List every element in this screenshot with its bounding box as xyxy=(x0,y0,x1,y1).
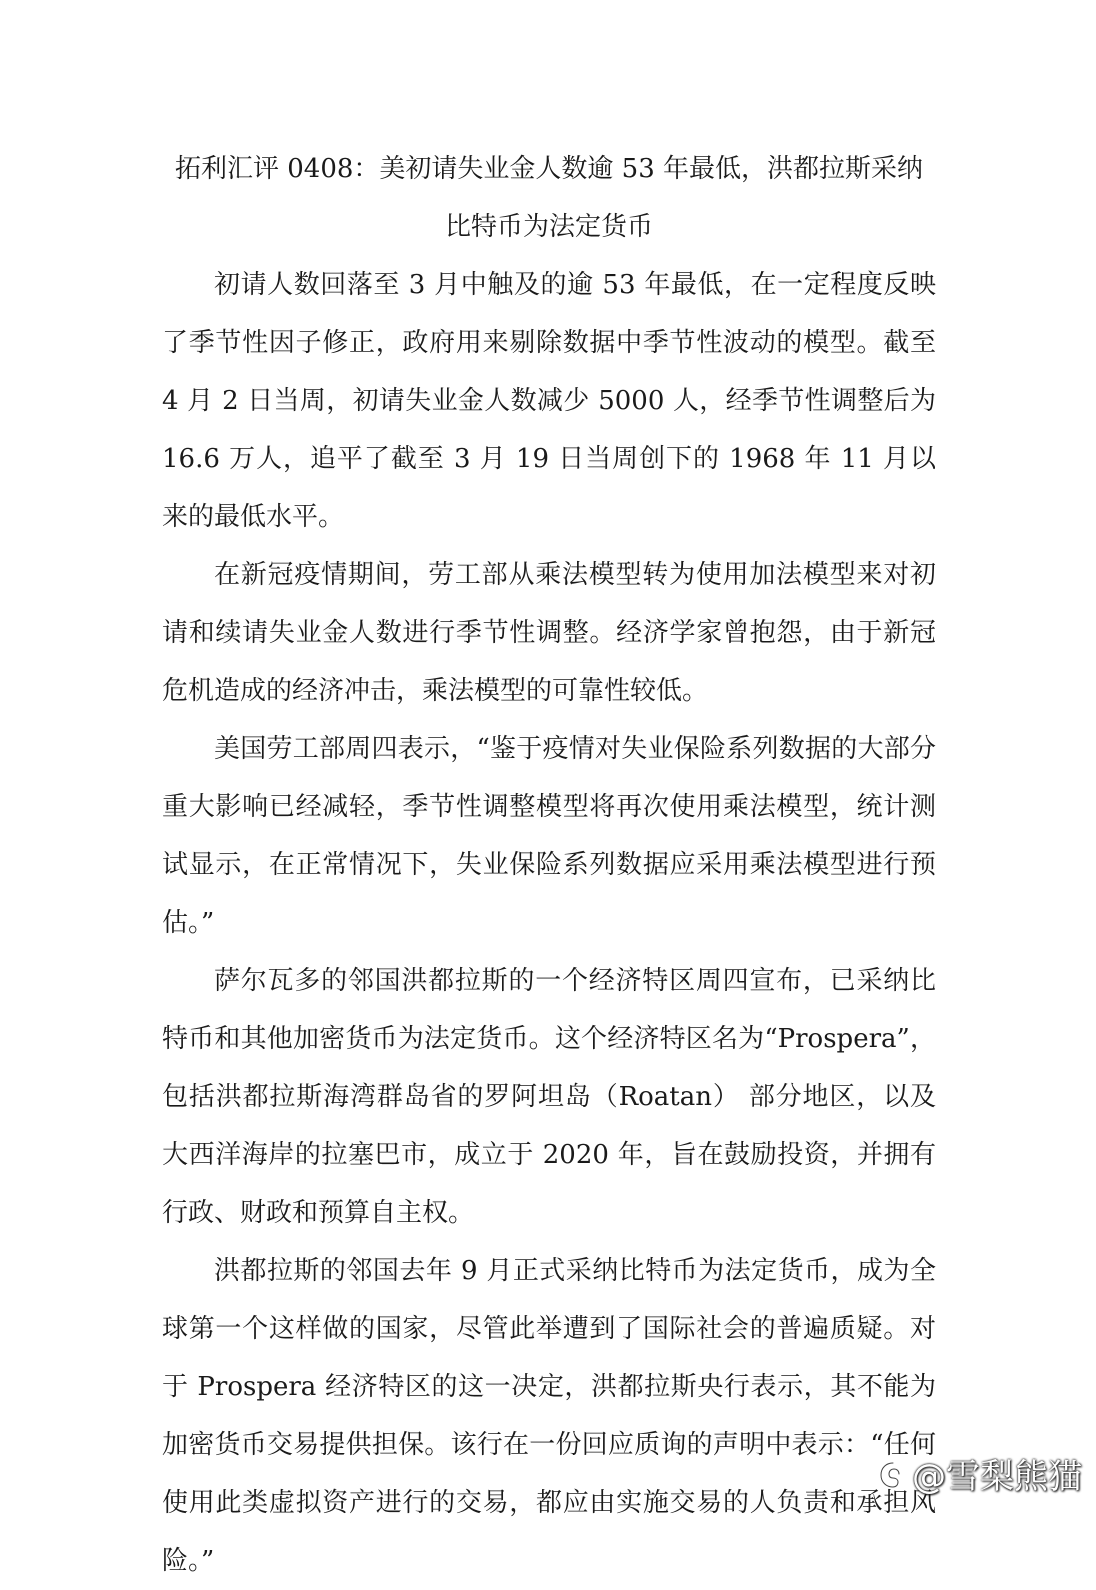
document-title: 拓利汇评 0408：美初请失业金人数逾 53 年最低，洪都拉斯采纳比特币为法定货币 xyxy=(174,154,924,242)
snowball-logo-icon xyxy=(878,1459,908,1489)
document-page xyxy=(162,140,936,1590)
paragraph-2: 在新冠疫情期间，劳工部从乘法模型转为使用加法模型来对初请和续请失业金人数进行季节性调整。经济学家曾抱怨，由于新冠危机造成的经济冲击，乘法模型的可靠性较低。 xyxy=(162,560,936,706)
watermark-text: @雪梨熊猫 xyxy=(912,1457,1082,1497)
watermark xyxy=(878,1449,1082,1498)
paragraph-3: 美国劳工部周四表示，“鉴于疫情对失业保险系列数据的大部分重大影响已经减轻，季节性调整模型将再次使用乘法模型，统计测试显示，在正常情况下，失业保险系列数据应采用乘法模型进行预估。” xyxy=(162,734,936,938)
paragraph-4: 萨尔瓦多的邻国洪都拉斯的一个经济特区周四宣布，已采纳比特币和其他加密货币为法定货币。这个经济特区名为“Prospera”，包括洪都拉斯海湾群岛省的罗阿坦岛（Roatan） 部分地区，以及大西洋海岸的拉塞巴市，成立于 2020 年，旨在鼓励投资，并拥有行政、财政和预算自主权。 xyxy=(162,966,936,1228)
paragraph-1: 初请人数回落至 3 月中触及的逾 53 年最低，在一定程度反映了季节性因子修正，政府用来剔除数据中季节性波动的模型。截至 4 月 2 日当周，初请失业金人数减少 5000 人，经季节性调整后为 16.6 万人，追平了截至 3 月 19 日当周创下的 1968 年 11 月以来的最低水平。 xyxy=(162,270,936,532)
paragraph-5: 洪都拉斯的邻国去年 9 月正式采纳比特币为法定货币，成为全球第一个这样做的国家，尽管此举遭到了国际社会的普遍质疑。对于 Prospera 经济特区的这一决定，洪都拉斯央行表示，其不能为加密货币交易提供担保。该行在一份回应质询的声明中表示：“任何使用此类虚拟资产进行的交易，都应由实施交易的人负责和承担风险。” xyxy=(162,1256,936,1576)
